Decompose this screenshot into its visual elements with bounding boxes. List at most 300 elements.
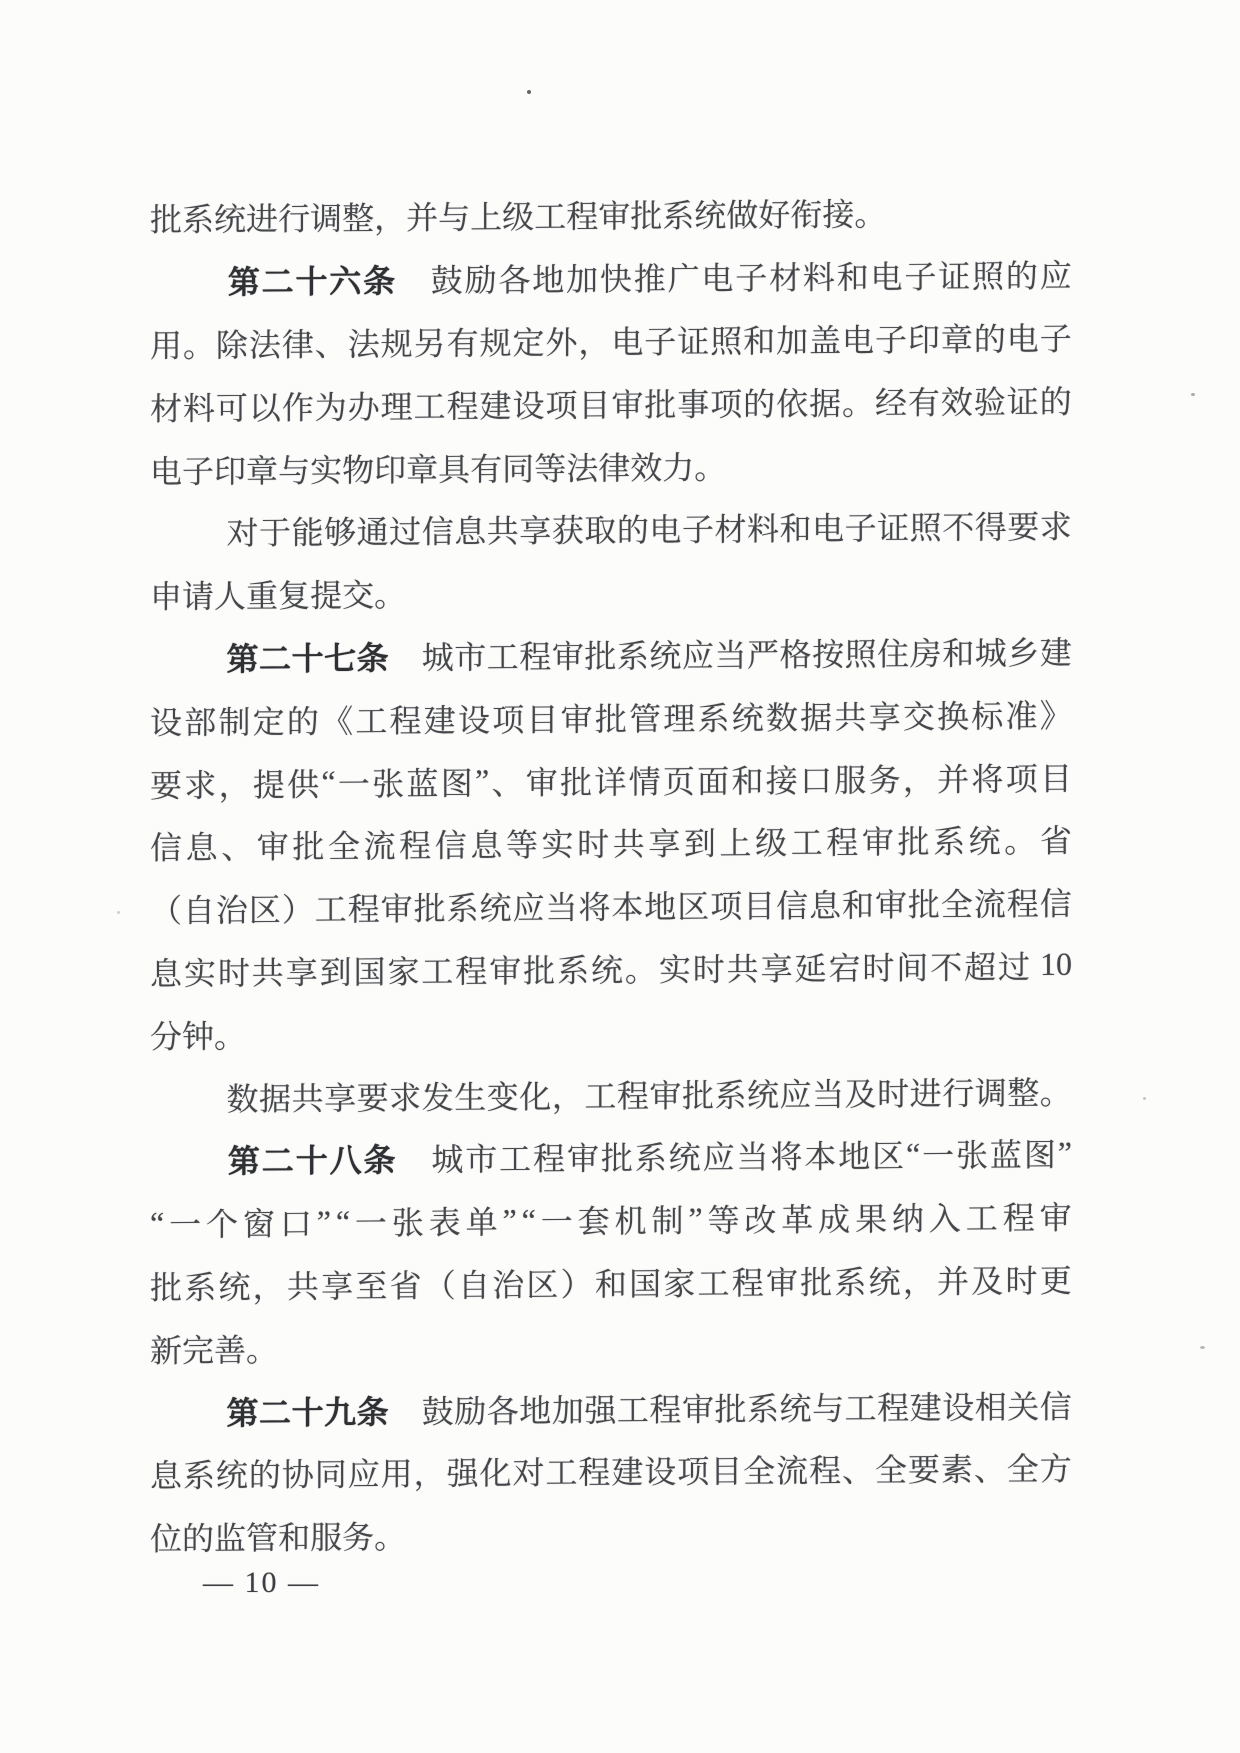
text-glyph: 审 — [765, 1264, 798, 1302]
text-glyph: 外 — [545, 324, 578, 361]
text-glyph: 批 — [292, 828, 325, 866]
text-glyph: 部 — [184, 704, 217, 741]
text-glyph: 除 — [215, 327, 248, 364]
scan-speck — [1191, 393, 1195, 396]
text-glyph — [389, 1386, 421, 1432]
text-glyph: 统 — [215, 1457, 248, 1494]
article-number: 二 — [261, 264, 294, 301]
text-glyph: 接 — [765, 762, 798, 799]
text-glyph: （ — [150, 892, 183, 930]
text-glyph: 印 — [374, 451, 407, 488]
text-line — [150, 933, 1072, 1003]
text-glyph: 实 — [658, 951, 691, 988]
text-glyph: 重 — [246, 578, 279, 615]
text-glyph: 一 — [337, 765, 370, 803]
text-glyph: 共 — [726, 951, 759, 988]
text-glyph: 审 — [649, 1077, 682, 1114]
text-glyph: 享 — [324, 1079, 357, 1117]
text-glyph: 批 — [681, 1077, 714, 1114]
text-glyph: 项 — [710, 888, 743, 925]
article-number: 条 — [363, 263, 396, 300]
text-glyph: 据 — [259, 1080, 292, 1117]
text-glyph: 信 — [1039, 1388, 1072, 1425]
text-glyph: 子 — [904, 259, 937, 296]
text-glyph: 鼓 — [430, 262, 463, 299]
text-glyph: 情 — [628, 763, 661, 800]
text-glyph: 管 — [246, 1520, 279, 1557]
article-number: 第 — [226, 641, 259, 678]
text-glyph: 息 — [185, 829, 218, 867]
text-glyph: 审 — [1039, 1199, 1072, 1237]
text-glyph: 程 — [533, 1141, 566, 1178]
text-glyph: 证 — [1006, 383, 1039, 421]
text-glyph: 到 — [319, 954, 352, 991]
text-glyph: ” — [502, 1201, 517, 1238]
article-number: 七 — [324, 640, 357, 677]
text-glyph: 子 — [681, 511, 714, 549]
text-glyph: 级 — [755, 825, 788, 862]
text-glyph: 当 — [545, 889, 578, 927]
text-glyph: 统 — [868, 1264, 901, 1301]
text-glyph: 审 — [611, 386, 644, 424]
text-glyph: 办 — [347, 388, 380, 426]
text-glyph: 入 — [928, 1200, 961, 1238]
text-glyph: 建 — [1039, 634, 1072, 671]
text-line — [150, 745, 1072, 815]
text-glyph: 图 — [1023, 1137, 1056, 1174]
paragraph-indent — [150, 280, 226, 282]
text-glyph: 时 — [1005, 1262, 1038, 1300]
article-number: 第 — [227, 264, 260, 301]
text-glyph: 。 — [1004, 823, 1037, 860]
scan-speck — [1143, 1097, 1146, 1100]
text-glyph: 审 — [256, 829, 289, 866]
text-glyph: 应 — [1039, 257, 1072, 295]
text-line — [150, 1247, 1072, 1317]
text-glyph: 省 — [389, 1267, 422, 1305]
article-number: 第 — [226, 1394, 259, 1431]
text-glyph: 子 — [874, 322, 907, 359]
text-glyph: 。 — [854, 196, 887, 233]
text-glyph: 分 — [150, 1018, 183, 1055]
text-glyph: 、 — [973, 1451, 1006, 1488]
text-glyph: 纳 — [891, 1201, 924, 1238]
text-glyph: 统 — [731, 699, 764, 737]
text-glyph: 鼓 — [421, 1393, 454, 1430]
text-glyph: 电 — [701, 260, 734, 297]
text-glyph: 照 — [909, 510, 942, 547]
text-glyph: 子 — [735, 260, 768, 297]
text-glyph: 全 — [327, 828, 360, 865]
article-number: 第 — [227, 1143, 260, 1180]
article-number: 十 — [295, 263, 328, 301]
text-glyph: 项 — [492, 701, 525, 739]
text-glyph: 程 — [519, 638, 552, 676]
text-glyph: 理 — [380, 388, 413, 425]
text-glyph: 当 — [812, 1076, 845, 1113]
text-glyph: 力 — [662, 449, 695, 486]
text-glyph: 享 — [868, 698, 901, 736]
text-glyph: 加 — [551, 1392, 584, 1429]
text-glyph: 系 — [714, 1076, 747, 1114]
text-glyph: ， — [551, 1078, 584, 1115]
text-glyph: 工 — [616, 1391, 649, 1428]
text-glyph: 用 — [150, 327, 183, 364]
text-glyph — [397, 1135, 429, 1181]
text-glyph: 子 — [644, 323, 677, 361]
text-glyph: 定 — [252, 703, 285, 740]
text-line — [150, 871, 1072, 941]
text-glyph: 程 — [616, 1077, 649, 1114]
text-glyph: 批 — [630, 198, 663, 235]
text-glyph: 的 — [1039, 383, 1072, 420]
text-glyph: 信 — [1039, 885, 1072, 923]
text-glyph: 行 — [278, 201, 311, 238]
text-glyph: 接 — [822, 196, 855, 234]
text-glyph: 与 — [278, 452, 311, 489]
text-glyph: 能 — [291, 515, 324, 552]
text-glyph: 地 — [644, 889, 677, 926]
text-glyph: 程 — [1006, 886, 1039, 923]
text-glyph: 完 — [182, 1332, 215, 1369]
text-glyph: 进 — [246, 201, 279, 238]
text-glyph: 有 — [470, 450, 503, 488]
text-glyph: 张 — [956, 1137, 989, 1175]
text-glyph: 果 — [855, 1201, 888, 1238]
text-glyph: 子 — [1039, 320, 1072, 357]
article-line — [150, 619, 1072, 689]
text-glyph: 各 — [486, 1392, 519, 1429]
text-glyph: 城 — [421, 639, 454, 676]
text-glyph: 批 — [523, 952, 556, 990]
text-glyph: 务 — [868, 761, 901, 798]
text-glyph: 审 — [551, 638, 584, 675]
text-glyph: 统 — [214, 201, 247, 238]
text-glyph: 》 — [1039, 697, 1072, 734]
text-glyph: 整 — [342, 200, 375, 237]
text-glyph: 治 — [215, 892, 248, 929]
text-glyph: 律 — [598, 449, 631, 487]
text-glyph: 够 — [324, 514, 357, 552]
text-glyph: 系 — [634, 1140, 667, 1177]
text-glyph: “ — [335, 1203, 351, 1240]
text-line — [150, 305, 1072, 375]
text-glyph: 共 — [612, 826, 645, 863]
text-glyph: 统 — [668, 1140, 701, 1177]
article-number: 八 — [329, 1142, 362, 1179]
text-glyph: 审 — [598, 198, 631, 235]
text-glyph: 全 — [743, 1453, 776, 1490]
text-glyph: ” — [475, 762, 490, 799]
text-glyph: 化 — [479, 1455, 512, 1492]
text-glyph: 套 — [577, 1203, 610, 1240]
text-glyph: 《 — [321, 703, 354, 740]
text-glyph: 强 — [584, 1391, 617, 1429]
text-glyph: 自 — [457, 1267, 490, 1304]
text-glyph: 律 — [281, 326, 314, 363]
text-glyph: 和 — [836, 259, 869, 296]
text-glyph: 调 — [310, 200, 343, 238]
text-glyph: 。 — [624, 951, 657, 989]
text-glyph: 批 — [150, 202, 183, 239]
text-glyph: 过 — [998, 949, 1031, 986]
text-glyph: 享 — [285, 954, 318, 991]
text-glyph: 批 — [907, 886, 940, 924]
text-glyph: 料 — [182, 390, 215, 427]
document-body — [150, 180, 1072, 1569]
text-glyph: 理 — [663, 700, 696, 737]
text-glyph: 。 — [694, 449, 727, 486]
text-glyph: 一 — [169, 1206, 202, 1243]
text-glyph: 批 — [800, 1264, 833, 1301]
text-glyph: 共 — [486, 513, 519, 550]
text-line — [150, 180, 1072, 250]
text-glyph: 享 — [519, 513, 552, 550]
text-glyph: 准 — [1005, 697, 1038, 735]
text-glyph: 于 — [259, 515, 292, 552]
text-glyph: 息 — [454, 513, 487, 550]
text-glyph: 和 — [594, 1266, 627, 1303]
text-glyph: 等 — [707, 1202, 740, 1239]
text-glyph: 监 — [214, 1520, 247, 1557]
text-glyph: 对 — [512, 1455, 545, 1492]
text-glyph: 时 — [862, 950, 895, 987]
text-glyph: 物 — [342, 451, 375, 489]
text-glyph: 共 — [834, 699, 867, 736]
text-glyph: 统 — [590, 952, 623, 989]
text-glyph: 得 — [974, 509, 1007, 546]
text-glyph: 工 — [584, 1077, 617, 1115]
text-glyph: 事 — [677, 386, 710, 423]
text-glyph: 好 — [758, 197, 791, 234]
text-glyph: 据 — [800, 699, 833, 736]
text-glyph: 要 — [150, 767, 183, 804]
text-glyph: 时 — [692, 951, 725, 988]
text-glyph: 电 — [870, 259, 903, 296]
text-glyph: 并 — [937, 761, 970, 798]
text-line — [150, 431, 1072, 501]
text-glyph: 。 — [374, 577, 407, 614]
text-glyph: 工 — [790, 825, 823, 862]
text-glyph: 单 — [465, 1204, 498, 1241]
text-glyph: 按 — [812, 636, 845, 673]
text-glyph: 程 — [455, 953, 488, 990]
text-glyph: 应 — [347, 1456, 380, 1493]
text-glyph: 程 — [1002, 1200, 1035, 1237]
article-number: 九 — [324, 1393, 357, 1431]
text-glyph: 批 — [600, 1140, 633, 1177]
text-glyph: 规 — [380, 325, 413, 363]
text-glyph: 并 — [937, 1263, 970, 1300]
text-glyph: 协 — [281, 1457, 314, 1494]
text-glyph: 管 — [629, 700, 662, 738]
text-glyph: 服 — [834, 761, 867, 799]
text-glyph: 到 — [683, 825, 716, 863]
text-glyph: 证 — [877, 510, 910, 547]
page-number: — 10 — — [203, 1566, 320, 1599]
text-glyph: 推 — [633, 261, 666, 298]
text-glyph: 地 — [532, 261, 565, 299]
text-glyph: ” — [1057, 1134, 1072, 1171]
text-glyph: 一 — [354, 1205, 387, 1242]
text-glyph: 、 — [221, 829, 254, 866]
article-number: 十 — [295, 1142, 328, 1180]
text-glyph: 的 — [973, 321, 1006, 358]
text-glyph: 地 — [519, 1392, 552, 1429]
text-glyph: 目 — [526, 701, 559, 738]
text-glyph: “ — [321, 763, 336, 800]
text-glyph: ， — [902, 761, 935, 798]
text-glyph: 张 — [391, 1204, 424, 1242]
text-glyph: 系 — [616, 638, 649, 675]
text-glyph: 项 — [710, 386, 743, 423]
text-glyph: 城 — [974, 635, 1007, 672]
text-glyph: 批 — [897, 824, 930, 861]
text-glyph: 以 — [248, 389, 281, 427]
text-glyph: 统 — [649, 637, 682, 675]
text-glyph: 工 — [697, 1265, 730, 1302]
text-glyph: 应 — [702, 1139, 735, 1177]
text-glyph: 善 — [214, 1331, 247, 1369]
text-glyph: 项 — [545, 387, 578, 424]
text-glyph: 加 — [566, 261, 599, 298]
text-glyph: 当 — [736, 1139, 769, 1176]
text-glyph: 求 — [184, 767, 217, 804]
text-glyph: 生 — [454, 1078, 487, 1116]
text-glyph — [389, 633, 421, 679]
article-number: 十 — [291, 640, 324, 677]
text-glyph: 实 — [310, 452, 343, 489]
text-glyph: 目 — [1039, 760, 1072, 797]
text-glyph: 蓝 — [989, 1137, 1022, 1174]
text-glyph: 批 — [714, 1390, 747, 1428]
text-glyph: 发 — [421, 1079, 454, 1116]
article-number: 条 — [363, 1142, 396, 1179]
text-glyph: 提 — [252, 766, 285, 803]
text-glyph: 乡 — [1007, 634, 1040, 672]
text-glyph: 励 — [454, 1392, 487, 1430]
text-glyph: 要 — [1007, 509, 1040, 546]
text-glyph: 张 — [372, 765, 405, 802]
paragraph-indent — [150, 657, 226, 659]
text-glyph: 审 — [380, 891, 413, 928]
text-glyph: 各 — [498, 262, 531, 299]
text-line — [150, 1310, 1072, 1380]
text-glyph: 至 — [355, 1268, 388, 1305]
text-glyph: 时 — [577, 826, 610, 864]
text-glyph: 效 — [940, 384, 973, 421]
paragraph-indent — [150, 531, 226, 533]
text-glyph: 机 — [614, 1203, 647, 1240]
text-glyph: 治 — [492, 1266, 525, 1304]
text-glyph: 审 — [861, 824, 894, 861]
text-glyph: 对 — [226, 515, 259, 552]
text-glyph: 作 — [281, 389, 314, 426]
text-glyph: 。 — [842, 385, 875, 422]
text-glyph: 城 — [431, 1141, 464, 1179]
text-line — [150, 368, 1072, 438]
text-glyph: 一 — [540, 1203, 573, 1241]
text-glyph: 程 — [347, 891, 380, 928]
text-glyph: 信 — [776, 887, 809, 925]
text-glyph: 和 — [278, 1519, 311, 1557]
text-glyph: 印 — [214, 452, 247, 490]
text-glyph: 应 — [681, 637, 714, 674]
text-glyph: 时 — [877, 1075, 910, 1112]
text-glyph: 批 — [594, 701, 627, 738]
text-glyph: 系 — [446, 890, 479, 927]
text-glyph: ” — [316, 1203, 331, 1240]
text-glyph: 相 — [974, 1388, 1007, 1426]
text-glyph: 窗 — [242, 1206, 275, 1243]
text-glyph: 系 — [933, 823, 966, 861]
text-glyph: 制 — [651, 1202, 684, 1240]
text-glyph: 、 — [314, 326, 347, 363]
text-glyph: 等 — [505, 827, 538, 864]
text-glyph: 料 — [802, 259, 835, 297]
text-glyph: 具 — [438, 451, 471, 488]
text-glyph: 求 — [1039, 509, 1072, 546]
text-glyph: 设 — [644, 1454, 677, 1491]
text-glyph: 不 — [930, 949, 963, 986]
text-glyph: 位 — [150, 1520, 183, 1558]
text-glyph: 建 — [909, 1389, 942, 1426]
text-glyph: 复 — [278, 577, 311, 615]
text-glyph: 。 — [246, 1331, 279, 1368]
text-glyph: 法 — [566, 450, 599, 487]
text-glyph: 务 — [342, 1519, 375, 1556]
text-glyph: 快 — [599, 261, 632, 298]
text-glyph: 信 — [421, 513, 454, 551]
text-glyph: 工 — [534, 199, 567, 236]
text-glyph: 级 — [502, 199, 535, 236]
text-glyph: 系 — [697, 700, 730, 737]
text-glyph: 等 — [534, 450, 567, 487]
text-glyph: 页 — [662, 763, 695, 800]
text-glyph: 的 — [1005, 258, 1038, 295]
text-glyph: 要 — [907, 1452, 940, 1489]
text-glyph: 革 — [781, 1201, 814, 1239]
text-glyph: 程 — [566, 198, 599, 236]
text-glyph: 流 — [776, 1453, 809, 1490]
text-glyph: ， — [252, 1268, 285, 1306]
text-glyph: 与 — [812, 1390, 845, 1427]
text-glyph: 照 — [972, 258, 1005, 295]
text-glyph: 享 — [321, 1268, 354, 1305]
text-glyph: ， — [218, 766, 251, 804]
text-glyph: 个 — [206, 1206, 239, 1243]
text-glyph: 改 — [744, 1202, 777, 1239]
text-glyph: 住 — [877, 636, 910, 673]
text-glyph: 为 — [314, 389, 347, 426]
text-glyph: 统 — [747, 1076, 780, 1113]
text-line — [150, 808, 1072, 878]
text-glyph: 。 — [182, 327, 215, 364]
text-line — [150, 1498, 1072, 1568]
scan-speck — [1200, 1346, 1205, 1349]
text-glyph: 系 — [184, 1269, 217, 1306]
text-glyph: 自 — [182, 892, 215, 929]
text-glyph: 加 — [776, 322, 809, 360]
text-glyph: 超 — [964, 949, 997, 986]
text-glyph: 变 — [486, 1078, 519, 1115]
text-glyph: 息 — [150, 955, 183, 992]
text-glyph: 据 — [809, 385, 842, 422]
text-glyph: 更 — [1039, 1262, 1072, 1299]
text-glyph: 衔 — [790, 197, 823, 234]
text-glyph: 标 — [971, 698, 1004, 735]
text-glyph: 工 — [486, 639, 519, 676]
